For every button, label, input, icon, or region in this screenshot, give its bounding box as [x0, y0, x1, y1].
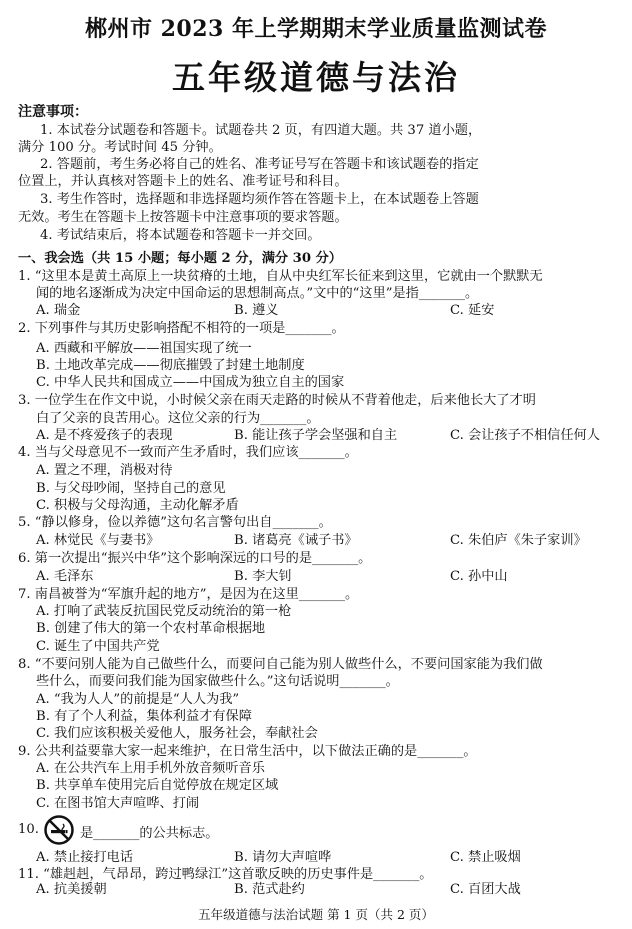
option-b: B. 遵义: [234, 303, 279, 318]
question-6-options: [36, 568, 618, 585]
option-b: B. 与父母吵闹，坚持自己的意见: [36, 481, 226, 496]
question-2-text: 2. 下列事件与其历史影响搭配不相符的一项是_______。: [18, 321, 345, 336]
option-c: C. 会让孩子不相信任何人: [450, 428, 600, 443]
exam-title: 郴州市 2023 年上学期期末学业质量监测试卷: [84, 16, 548, 42]
option-c: C. 孙中山: [450, 569, 508, 584]
notice-line: 无效。考生在答题卡上按答题卡中注意事项的要求答题。: [18, 210, 348, 225]
option-c: C. 中华人民共和国成立——中国成为独立自主的国家: [36, 375, 345, 390]
question-1-text: 闻的地名逐渐成为决定中国命运的思想制高点。”文中的“这里”是指_______。: [36, 286, 479, 301]
option-b: B. 能让孩子学会坚强和自主: [234, 428, 398, 443]
subject-title: 五年级道德与法治: [172, 58, 460, 97]
option-c: C. 禁止吸烟: [450, 850, 521, 865]
question-10-text: 是_______的公共标志。: [80, 826, 219, 841]
option-b: B. 请勿大声喧哗: [234, 850, 332, 865]
option-a: A. 置之不理，消极对待: [36, 463, 173, 478]
option-a: A. 瑞金: [36, 303, 81, 318]
question-9-text: 9. 公共利益要靠大家一起来维护，在日常生活中，以下做法正确的是_______。: [18, 744, 477, 759]
no-smoking-sign-icon: [44, 815, 74, 845]
option-a: A. 打响了武装反抗国民党反动统治的第一枪: [36, 604, 292, 619]
option-a: A. 毛泽东: [36, 569, 94, 584]
option-c: C. 积极与父母沟通，主动化解矛盾: [36, 498, 239, 513]
notice-heading: 注意事项：: [18, 104, 88, 120]
option-a: A. 禁止接打电话: [36, 850, 134, 865]
question-10-number: 10.: [18, 822, 39, 837]
option-c: C. 延安: [450, 303, 495, 318]
option-c: C. 我们应该积极关爱他人，服务社会，奉献社会: [36, 726, 318, 741]
option-c: C. 朱伯庐《朱子家训》: [450, 533, 587, 548]
question-5-text: 5. “静以修身，俭以养德”这句名言警句出自_______。: [18, 515, 332, 530]
question-7-text: 7. 南昌被誉为“军旗升起的地方”，是因为在这里_______。: [18, 587, 359, 602]
option-b: B. 创建了伟大的第一个农村革命根据地: [36, 621, 266, 636]
notice-line: 满分 100 分。考试时间 45 分钟。: [18, 140, 222, 155]
option-a: A. 西藏和平解放——祖国实现了统一: [36, 341, 252, 356]
option-b: B. 共享单车使用完后自觉停放在规定区域: [36, 778, 279, 793]
option-c: C. 在图书馆大声喧哗、打闹: [36, 796, 200, 811]
question-1-text: 1. “这里本是黄土高原上一块贫瘠的土地，自从中央红军长征来到这里，它就由一个默默无: [18, 269, 543, 284]
question-11-options: [36, 881, 618, 898]
question-10-options: [36, 849, 618, 866]
option-b: B. 李大钊: [234, 569, 292, 584]
question-11-text: 11. “雄赳赳，气昂昂，跨过鸭绿江”这首歌反映的历史事件是_______。: [18, 867, 433, 882]
notice-line: 位置上，并认真核对答题卡上的姓名、准考证号和科目。: [18, 174, 348, 189]
option-a: A. 是不疼爱孩子的表现: [36, 428, 173, 443]
question-1-options: [36, 302, 618, 319]
page-footer: 五年级道德与法治试题 第 1 页（共 2 页）: [198, 907, 434, 922]
question-10: [18, 815, 618, 845]
option-b: B. 诸葛亮《诫子书》: [234, 533, 358, 548]
notice-line: 4. 考试结束后，将本试题卷和答题卡一并交回。: [40, 228, 321, 243]
question-3-options: [36, 427, 618, 444]
question-4-text: 4. 当与父母意见不一致而产生矛盾时，我们应该_______。: [18, 445, 358, 460]
question-5-options: [36, 532, 618, 549]
option-b: B. 范式赴约: [234, 882, 305, 897]
option-a: A. 抗美援朝: [36, 882, 107, 897]
option-c: C. 诞生了中国共产党: [36, 639, 160, 654]
option-a: A. “我为人人”的前提是“人人为我”: [36, 692, 240, 707]
option-b: B. 土地改革完成——彻底摧毁了封建土地制度: [36, 358, 305, 373]
option-c: C. 百团大战: [450, 882, 521, 897]
question-6-text: 6. 第一次提出“振兴中华”这个影响深远的口号的是_______。: [18, 551, 372, 566]
question-3-text: 白了父亲的良苦用心。这位父亲的行为_______。: [36, 411, 320, 426]
notice-line: 2. 答题前，考生务必将自己的姓名、准考证号写在答题卡和该试题卷的指定: [40, 157, 479, 172]
option-a: A. 林觉民《与妻书》: [36, 533, 160, 548]
option-b: B. 有了个人利益，集体利益才有保障: [36, 709, 252, 724]
question-3-text: 3. 一位学生在作文中说，小时候父亲在雨天走路的时候从不背着他走，后来他长大了才明: [18, 393, 536, 408]
section-heading: 一、我会选（共 15 小题；每小题 2 分，满分 30 分）: [18, 251, 342, 266]
notice-line: 3. 考生作答时，选择题和非选择题均须作答在答题卡上，在本试题卷上答题: [40, 192, 479, 207]
question-8-text: 些什么，而要问我们能为国家做些什么。”这句话说明_______。: [36, 674, 399, 689]
notice-line: 1. 本试卷分试题卷和答题卡。试题卷共 2 页，有四道大题。共 37 道小题，: [40, 123, 482, 138]
question-8-text: 8. “不要问别人能为自己做些什么，而要问自己能为别人做些什么，不要问国家能为我们做: [18, 657, 543, 672]
option-a: A. 在公共汽车上用手机外放音频听音乐: [36, 761, 265, 776]
